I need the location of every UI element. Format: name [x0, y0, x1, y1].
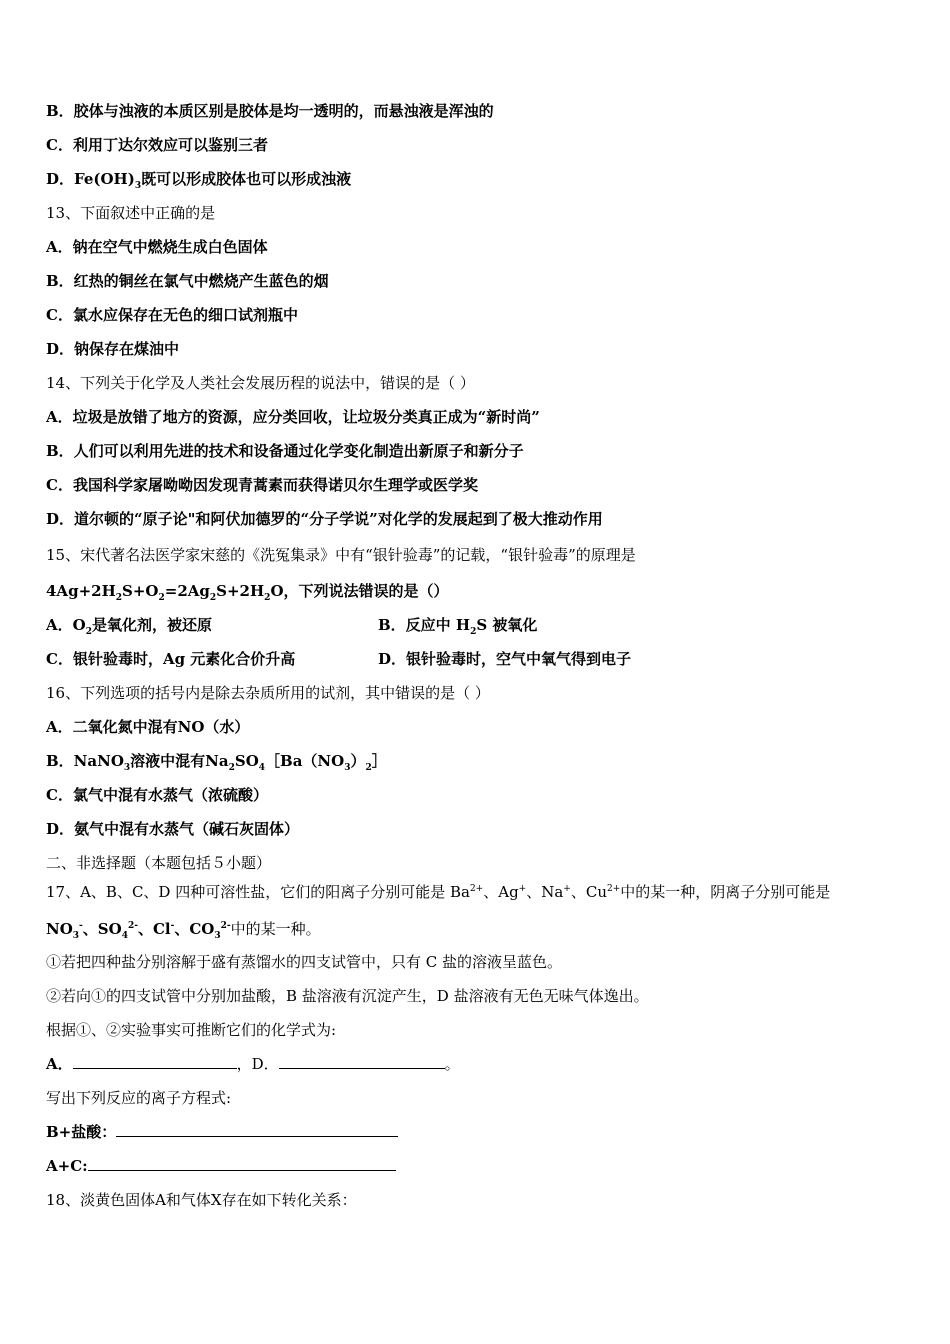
q15-option-b: B．反应中 $H_2S$ 被氧化	[378, 616, 538, 637]
q15-option-a: A．$O_2$是氧化剂，被还原	[46, 616, 212, 637]
q14-option-a: A．垃圾是放错了地方的资源，应分类回收，让垃圾分类真正成为“新时尚”	[46, 408, 540, 426]
q17-infer: 根据①、②实验事实可推断它们的化学式为:	[46, 1021, 337, 1039]
q16-stem: 16、下列选项的括号内是除去杂质所用的试剂，其中错误的是（ ）	[46, 684, 490, 702]
q16-option-a: A．二氧化氮中混有NO（水）	[46, 718, 250, 736]
q17-condition-1: ①若把四种盐分别溶解于盛有蒸馏水的四支试管中，只有 C 盐的溶液呈蓝色。	[46, 953, 563, 971]
q13-option-c: C．氯水应保存在无色的细口试剂瓶中	[46, 306, 298, 324]
answer-blank-d[interactable]	[279, 1054, 445, 1069]
q17-equation-ac: A+C:	[46, 1156, 396, 1176]
q17-anions: $NO_3^-$、$SO_4^{2-}$、Cl-、$CO_3^{2-}$中的某一种。	[46, 920, 321, 941]
answer-blank-a[interactable]	[73, 1054, 237, 1069]
q13-option-d: D．钠保存在煤油中	[46, 340, 180, 358]
q16-option-b: B．NaNO$_3$溶液中混有$Na_2SO_4[Ba(NO_3)_2]$	[46, 752, 387, 773]
q14-option-c: C．我国科学家屠呦呦因发现青蒿素而获得诺贝尔生理学或医学奖	[46, 476, 478, 494]
q17-condition-2: ②若向①的四支试管中分别加盐酸，B 盐溶液有沉淀产生，D 盐溶液有无色无味气体逸出。	[46, 987, 649, 1005]
q15-options-row1	[46, 615, 916, 642]
q17-answer-line: A． ，D． 。	[46, 1055, 460, 1073]
answer-blank-b-hcl[interactable]	[116, 1122, 398, 1137]
q15-option-d: D．银针验毒时，空气中氧气得到电子	[378, 650, 632, 668]
q12-option-b: B．胶体与浊液的本质区别是胶体是均一透明的，而悬浊液是浑浊的	[46, 102, 494, 120]
q13-option-b: B．红热的铜丝在氯气中燃烧产生蓝色的烟	[46, 272, 329, 290]
q18-stem: 18、淡黄色固体A和气体X存在如下转化关系：	[46, 1191, 357, 1209]
answer-blank-a-c[interactable]	[88, 1156, 396, 1171]
q13-stem: 13、下面叙述中正确的是	[46, 204, 216, 222]
q15-equation: $4Ag+2H_2S+O_2=2Ag_2S+2H_2O$，下列说法错误的是（）	[46, 582, 449, 603]
q12-option-c: C．利用丁达尔效应可以鉴别三者	[46, 136, 268, 154]
q15-option-c: C．银针验毒时，Ag 元素化合价升高	[46, 650, 296, 668]
q12-option-d: D．$Fe(OH)_3$既可以形成胶体也可以形成浊液	[46, 170, 352, 191]
q14-stem: 14、下列关于化学及人类社会发展历程的说法中，错误的是（ ）	[46, 374, 475, 392]
q17-equation-b: B+盐酸：	[46, 1122, 398, 1142]
q14-option-b: B．人们可以利用先进的技术和设备通过化学变化制造出新原子和新分子	[46, 442, 524, 460]
section-heading: 二、非选择题（本题包括５小题）	[46, 854, 272, 872]
q16-option-d: D．氨气中混有水蒸气（碱石灰固体）	[46, 820, 300, 838]
q15-stem: 15、宋代著名法医学家宋慈的《洗冤集录》中有“银针验毒”的记载，“银针验毒”的原理是	[46, 546, 636, 564]
q15-options-row2	[46, 649, 916, 669]
q17-stem: 17、A、B、C、D 四种可溶性盐，它们的阳离子分别可能是 $Ba^{2+}$、Ag+、Na+、$Cu^{2+}$中的某一种，阴离子分别可能是	[46, 883, 831, 901]
q17-equation-intro: 写出下列反应的离子方程式:	[46, 1089, 232, 1107]
q13-option-a: A．钠在空气中燃烧生成白色固体	[46, 238, 268, 256]
q16-option-c: C．氯气中混有水蒸气（浓硫酸）	[46, 786, 268, 804]
q14-option-d: D．道尔顿的“原子论"和阿伏加德罗的“分子学说”对化学的发展起到了极大推动作用	[46, 510, 603, 528]
